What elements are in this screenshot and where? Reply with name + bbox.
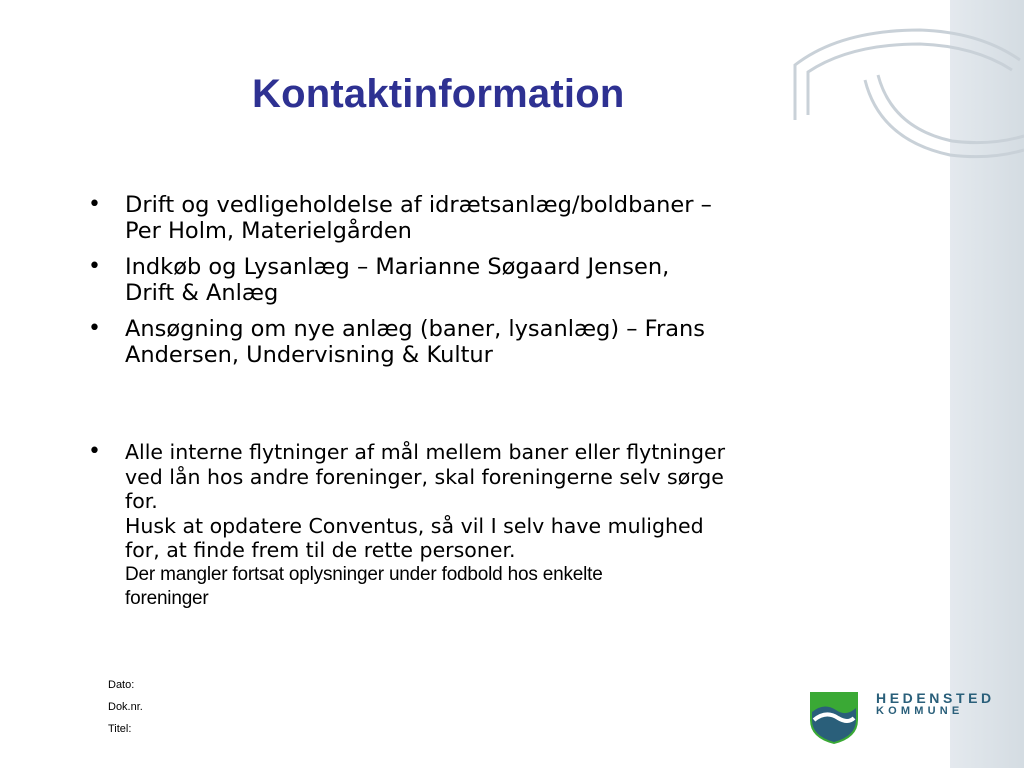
logo-text-hedensted: HEDENSTED [876,690,995,706]
date-label: Dato: [108,679,135,691]
bullet-dot-icon: • [88,192,101,217]
hedensted-logo [808,690,1008,745]
doc-number-label: Dok.nr. [108,701,143,713]
logo-text-kommune: KOMMUNE [876,705,964,717]
note-line: for, at finde frem til de rette personer. [125,538,516,562]
sub-note-line: Der mangler fortsat oplysninger under fodbold hos enkelte [125,563,603,585]
bullet-dot-icon: • [88,254,101,279]
sub-note-line: foreninger [125,587,209,609]
note-line: ved lån hos andre foreninger, skal foreningerne selv sørge [125,464,724,489]
title-label: Titel: [108,723,132,735]
note-line: Alle interne flytninger af mål mellem baner eller flytninger [125,440,726,464]
slide-title: Kontaktinformation [252,72,625,116]
list-item-line: Drift & Anlæg [125,280,279,306]
bullet-dot-icon: • [88,316,101,341]
list-item [88,440,888,611]
list-item-line: Ansøgning om nye anlæg (baner, lysanlæg) – Frans [125,316,705,342]
list-item-line: Indkøb og Lysanlæg – Marianne Søgaard Jensen, [125,254,670,280]
list-item [88,316,888,368]
list-item [88,254,888,306]
list-item [88,192,888,244]
note-list [88,440,888,611]
list-item-line: Andersen, Undervisning & Kultur [125,342,493,368]
list-item-line: Drift og vedligeholdelse af idrætsanlæg/boldbaner – [125,192,712,218]
note-line: for. [125,489,158,513]
decorative-swirl-icon [780,20,1024,180]
list-item-line: Per Holm, Materielgården [125,218,412,244]
contact-list [88,192,888,378]
note-line: Husk at opdatere Conventus, så vil I selv have mulighed [125,513,704,538]
bullet-dot-icon: • [88,439,101,464]
footer [108,677,143,743]
shield-icon [808,690,860,745]
